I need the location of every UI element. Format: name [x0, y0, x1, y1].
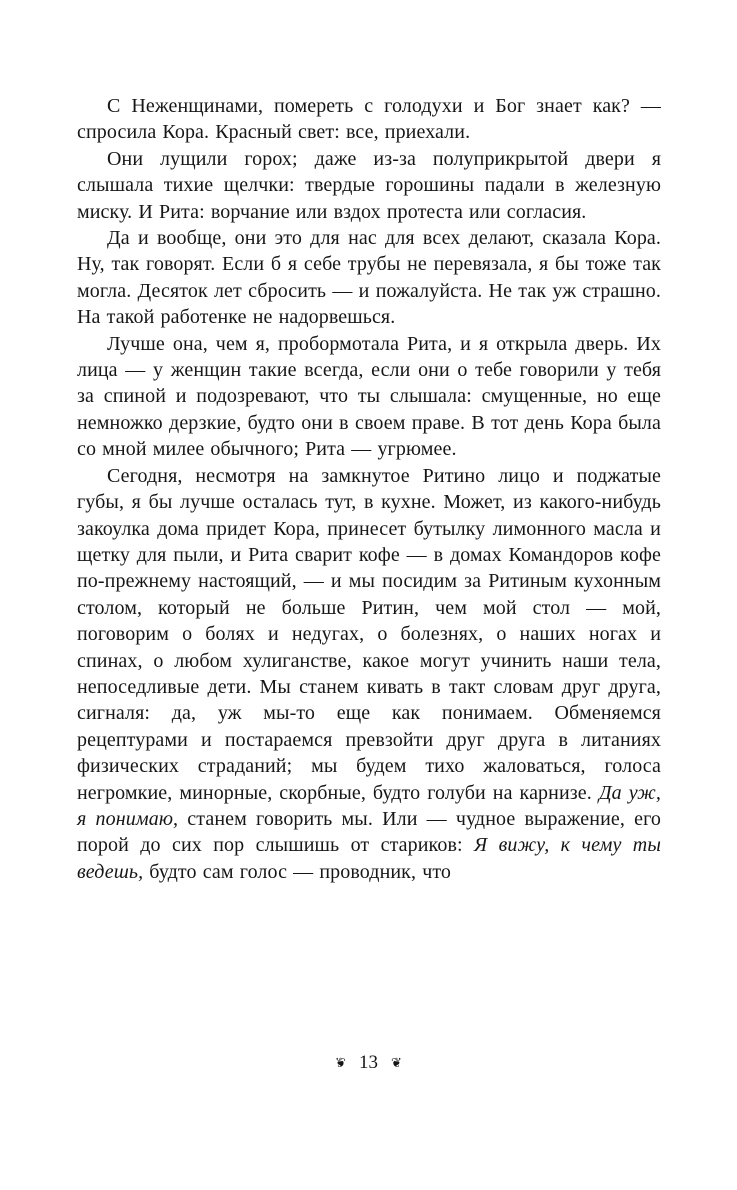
text-run: Лучше она, чем я, пробормотала Рита, и я открыла дверь. Их лица — у женщин такие всегда, если они о тебе говорили у тебя за спиной и подозревают, что ты слышала: смущенные, но еще немножко дерзкие, будто они в своем праве. В тот день Кора была со мной милее обычного; Рита — угрюмее. — [77, 332, 661, 461]
fleuron-ornament-icon: ❦ — [391, 1055, 402, 1071]
paragraph — [77, 463, 661, 886]
fleuron-ornament-icon: ❦ — [335, 1055, 346, 1071]
paragraph — [77, 225, 661, 331]
paragraph — [77, 146, 661, 225]
page-number: 13 — [359, 1052, 378, 1073]
text-block — [77, 93, 661, 885]
italic-text-run: Да уж, я понимаю, — [77, 781, 661, 830]
text-run: Сегодня, несмотря на замкнутое Ритино лицо и поджатые губы, я бы лучше осталась тут, в кухне. Может, из какого-нибудь закоулка дома придет Кора, принесет бутылку лимонного масла и щетку для пыли, и Рита сварит кофе — в домах Командоров кофе по-прежнему настоящий, — и мы посидим за Ритиным кухонным столом, который не больше Ритин, чем мой стол — мой, поговорим о болях и недугах, о болезнях, о наших ногах и спинах, о любом хулиганстве, какое могут учинить наши тела, непоседливые дети. Мы станем кивать в такт словам друг друга, сигналя: да, уж мы-то еще как понимаем. Обменяемся рецептурами и постараемся превзойти друг друга в литаниях физических страданий; мы будем тихо жаловаться, голоса негромкие, минорные, скорбные, будто голуби на карнизе. — [77, 464, 661, 804]
text-run: станем говорить мы. Или — чудное выражение, его порой до сих пор слышишь от стариков: — [77, 807, 661, 857]
paragraph — [77, 331, 661, 463]
text-run: Они лущили горох; даже из-за полуприкрытой двери я слышала тихие щелчки: твердые горошины падали в железную миску. И Рита: ворчание или вздох протеста или согласия. — [77, 147, 661, 223]
text-run: С Неженщинами, помереть с голодухи и Бог знает как? — спросила Кора. Красный свет: все, приехали. — [77, 95, 661, 144]
page-footer — [0, 1052, 737, 1074]
text-run: Да и вообще, они это для нас для всех делают, сказала Кора. Ну, так говорят. Если б я себе трубы не перевязала, я бы тоже так могла. Десяток лет сбросить — и пожалуйста. Не так уж страшно. На такой работенке не надорвешься. — [77, 227, 661, 329]
italic-text-run: Я вижу, к чему ты ведешь, — [77, 834, 661, 883]
text-run: будто сам голос — проводник, что — [143, 860, 452, 883]
paragraph — [77, 93, 661, 146]
